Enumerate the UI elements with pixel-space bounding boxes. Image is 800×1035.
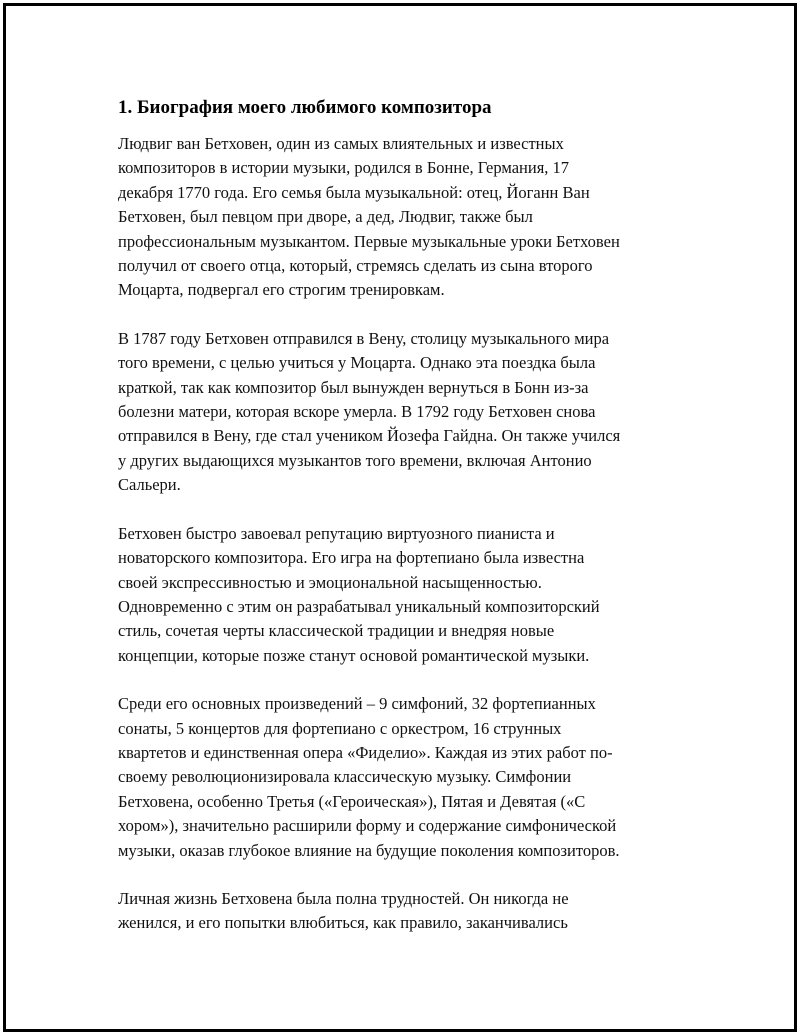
text-line: музыки, оказав глубокое влияние на будущие поколения композиторов. (118, 840, 620, 860)
text-line: квартетов и единственная опера «Фиделио». Каждая из этих работ по- (118, 742, 613, 762)
text-line: новаторского композитора. Его игра на фортепиано была известна (118, 548, 585, 568)
paragraph-personal-life (118, 887, 718, 936)
text-line: концепции, которые позже станут основой романтической музыки. (118, 645, 590, 665)
text-line: у других выдающихся музыкантов того времени, включая Антонио (118, 450, 592, 470)
text-line: получил от своего отца, который, стремясь сделать из сына второго (118, 256, 593, 276)
text-line: Моцарта, подвергал его строгим тренировкам. (118, 280, 445, 300)
text-line: Бетховен быстро завоевал репутацию виртуозного пианиста и (118, 523, 555, 543)
text-line: женился, и его попытки влюбиться, как правило, заканчивались (118, 913, 568, 933)
text-line: профессиональным музыкантом. Первые музыкальные уроки Бетховен (118, 231, 620, 251)
text-line: декабря 1770 года. Его семья была музыкальной: отец, Йоганн Ван (118, 182, 590, 202)
text-line: В 1787 году Бетховен отправился в Вену, столицу музыкального мира (118, 328, 610, 348)
text-line: стиль, сочетая черты классической традиции и внедряя новые (118, 621, 555, 641)
document-body (118, 96, 718, 960)
text-line: того времени, с целью учиться у Моцарта. Однако эта поездка была (118, 353, 596, 373)
text-line: Бетховена, особенно Третья («Героическая»), Пятая и Девятая («С (118, 791, 586, 811)
section-heading: 1. Биография моего любимого композитора (118, 97, 492, 118)
paragraph-vienna (118, 327, 718, 498)
text-line: композиторов в истории музыки, родился в Бонне, Германия, 17 (118, 158, 570, 178)
text-line: Личная жизнь Бетховена была полна трудностей. Он никогда не (118, 888, 569, 908)
text-line: краткой, так как композитор был вынужден вернуться в Бонн из-за (118, 377, 589, 397)
text-line: отправился в Вену, где стал учеником Йозефа Гайдна. Он также учился (118, 426, 621, 446)
text-line: Бетховен, был певцом при дворе, а дед, Людвиг, также был (118, 207, 533, 227)
text-line: хором»), значительно расширили форму и содержание симфонической (118, 816, 617, 836)
text-line: Сальери. (118, 475, 181, 495)
text-line: своему революционизировала классическую музыку. Симфонии (118, 767, 572, 787)
paragraph-early-life (118, 132, 718, 303)
text-line: болезни матери, которая вскоре умерла. В 1792 году Бетховен снова (118, 402, 596, 422)
text-line: своей экспрессивностью и эмоциональной насыщенностью. (118, 572, 542, 592)
text-line: Одновременно с этим он разрабатывал уникальный композиторский (118, 596, 600, 616)
paragraph-reputation (118, 522, 718, 668)
text-line: Людвиг ван Бетховен, один из самых влиятельных и известных (118, 134, 564, 153)
text-line: Среди его основных произведений – 9 симфоний, 32 фортепианных (118, 694, 596, 714)
paragraph-works (118, 692, 718, 863)
text-line: сонаты, 5 концертов для фортепиано с оркестром, 16 струнных (118, 718, 562, 738)
